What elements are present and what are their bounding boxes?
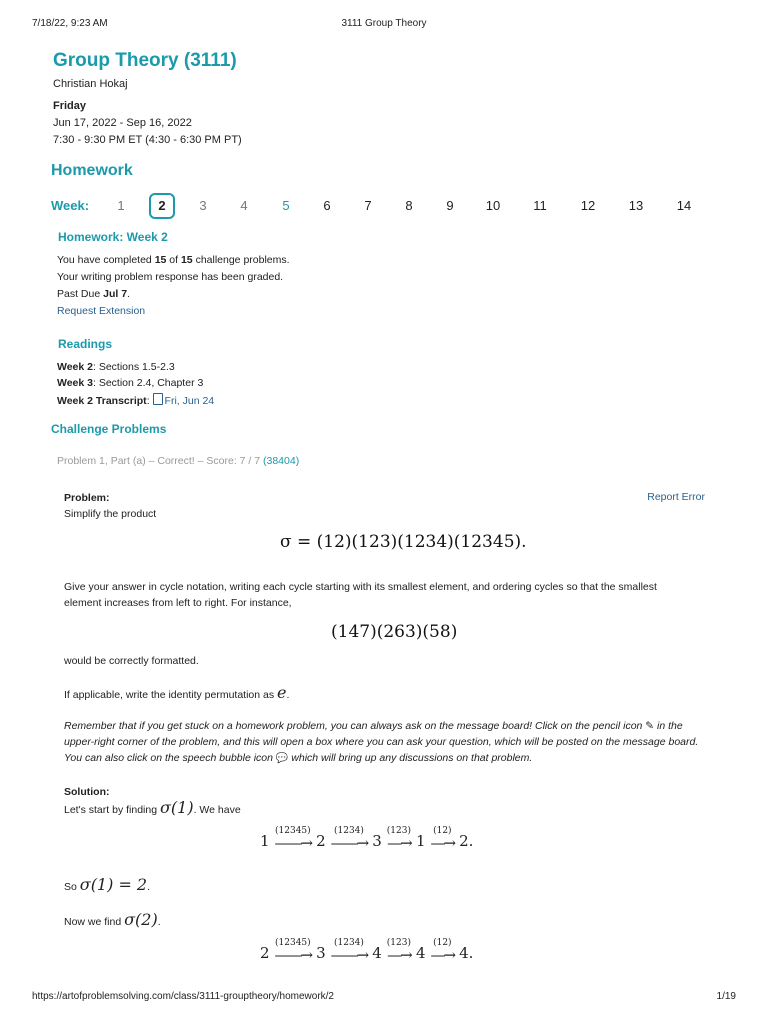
instructions-line-2: element increases from left to right. For instance, <box>64 597 292 609</box>
week-selector <box>51 190 731 224</box>
homework-week-title: Homework: Week 2 <box>58 230 168 244</box>
problem-status: Problem 1, Part (a) – Correct! – Score: 7 / 7 (38404) <box>57 455 300 467</box>
total-count: 15 <box>180 254 193 266</box>
homework-heading: Homework <box>51 162 133 179</box>
problem-label: Problem: <box>64 492 110 504</box>
arrow: (123) —→ <box>386 826 411 852</box>
instructions-line-1: Give your answer in cycle notation, writing each cycle starting with its smallest element, and ordering cycles so that the smallest <box>64 581 657 593</box>
pencil-icon: ✎ <box>645 720 655 732</box>
past-due: Past Due Jul 7. <box>57 288 130 300</box>
arrow: (12345) ——→ <box>274 938 312 964</box>
chain-node: 3 <box>316 944 326 962</box>
due-date: Jul 7 <box>103 288 128 300</box>
request-extension-link[interactable]: Request Extension <box>57 305 146 317</box>
week-12-link[interactable]: 12 <box>580 198 596 213</box>
solution-intro: Let's start by finding σ(1). We have <box>64 798 241 817</box>
chain-node: 2. <box>459 832 474 850</box>
result-1: So σ(1) = 2. <box>64 875 151 894</box>
arrow: (123) —→ <box>386 938 411 964</box>
arrow: (1234) ——→ <box>330 826 368 852</box>
identity-symbol: e <box>277 683 287 702</box>
transcript-line: Week 2 Transcript: Fri, Jun 24 <box>57 395 215 407</box>
week-6-link[interactable]: 6 <box>323 198 331 213</box>
week-4-link[interactable]: 4 <box>240 198 248 213</box>
print-timestamp: 7/18/22, 9:23 AM <box>32 18 108 29</box>
completion-status: You have completed 15 of 15 challenge problems. <box>57 254 290 266</box>
document-icon <box>153 393 163 405</box>
week-7-link[interactable]: 7 <box>364 198 372 213</box>
reading-item: Week 3: Section 2.4, Chapter 3 <box>57 377 204 389</box>
print-footer <box>32 991 736 1002</box>
print-doc-title: 3111 Group Theory <box>341 18 427 29</box>
formatted-note: would be correctly formatted. <box>64 655 199 667</box>
speech-bubble-icon: 💬 <box>275 753 289 764</box>
chain-node: 3 <box>372 832 382 850</box>
class-dates: Jun 17, 2022 - Sep 16, 2022 <box>53 117 192 129</box>
chain-node: 1 <box>260 832 270 850</box>
completed-count: 15 <box>154 254 167 266</box>
week-10-link[interactable]: 10 <box>485 198 501 213</box>
report-error-link[interactable]: Report Error <box>647 491 705 503</box>
week-11-link[interactable]: 11 <box>533 198 547 213</box>
chain-node: 4 <box>416 944 426 962</box>
print-header <box>32 18 736 32</box>
week-8-link[interactable]: 8 <box>405 198 413 213</box>
chain-node: 4. <box>459 944 474 962</box>
identity-note: If applicable, write the identity permutation as e. <box>64 683 290 702</box>
class-time: 7:30 - 9:30 PM ET (4:30 - 6:30 PM PT) <box>53 134 242 146</box>
reading-item: Week 2: Sections 1.5-2.3 <box>57 361 175 373</box>
print-url: https://artofproblemsolving.com/class/3111-grouptheory/homework/2 <box>32 991 334 1002</box>
challenge-problems-heading: Challenge Problems <box>51 422 167 436</box>
chain-node: 2 <box>316 832 326 850</box>
instructor-name: Christian Hokaj <box>53 78 128 90</box>
transcript-link[interactable]: Fri, Jun 24 <box>153 395 215 407</box>
problem-id-link[interactable]: (38404) <box>263 455 300 467</box>
week-14-link[interactable]: 14 <box>676 198 692 213</box>
problem-prompt: Simplify the product <box>64 508 157 520</box>
week-5-link[interactable]: 5 <box>282 198 290 213</box>
next-step: Now we find σ(2). <box>64 910 161 929</box>
readings-heading: Readings <box>58 337 113 351</box>
chain-node: 2 <box>260 944 270 962</box>
chain-node: 1 <box>416 832 426 850</box>
week-9-link[interactable]: 9 <box>446 198 454 213</box>
arrow: (1234) ——→ <box>330 938 368 964</box>
solution-label: Solution: <box>64 786 110 798</box>
arrow: (12) —→ <box>430 826 455 852</box>
course-title[interactable]: Group Theory (3111) <box>53 50 237 71</box>
product-equation: σ = (12)(123)(1234)(12345). <box>280 532 527 552</box>
arrow: (12345) ——→ <box>274 826 312 852</box>
message-board-note: Remember that if you get stuck on a homework problem, you can always ask on the message board! Click on the pencil icon ✎ in the upper-right corner of the problem, and this will open a box where you can ask your question, which will be posted on the message board. You can also click on the speech bubble icon 💬 which will bring up any discussions on that problem. <box>64 718 704 767</box>
week-label: Week: <box>51 198 90 213</box>
page-number: 1/19 <box>716 991 736 1002</box>
chain-node: 4 <box>372 944 382 962</box>
arrow: (12) —→ <box>430 938 455 964</box>
week-13-link[interactable]: 13 <box>628 198 644 213</box>
class-day: Friday <box>53 100 87 112</box>
week-2-selected[interactable]: 2 <box>149 193 175 219</box>
example-cycles: (147)(263)(58) <box>331 622 458 642</box>
week-1-link[interactable]: 1 <box>117 198 125 213</box>
week-3-link[interactable]: 3 <box>199 198 207 213</box>
writing-status: Your writing problem response has been graded. <box>57 271 284 283</box>
